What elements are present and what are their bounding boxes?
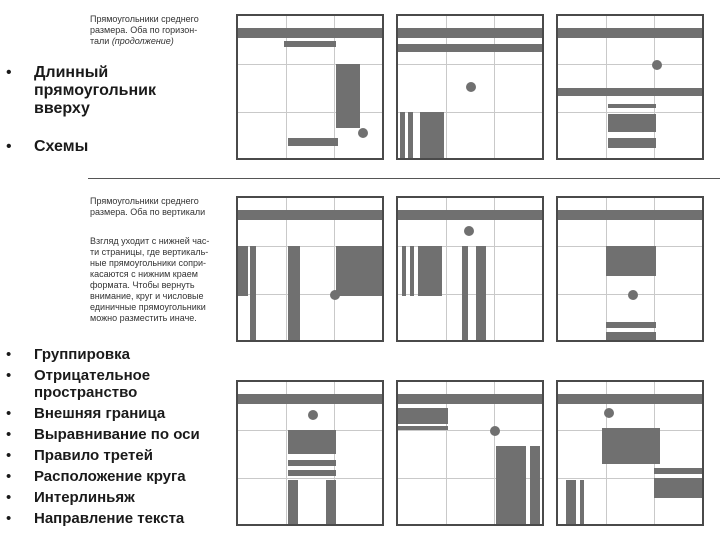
rectangle-shape [288, 480, 298, 526]
circle-shape [464, 226, 474, 236]
caption-line [90, 36, 230, 47]
bullet-item: • Выравнивание по оси [4, 426, 200, 443]
caption-line: Прямоугольники среднего [90, 196, 199, 206]
rectangle-shape [398, 426, 448, 430]
rectangle-shape [398, 44, 542, 52]
rectangle-shape [476, 246, 486, 342]
circle-shape [652, 60, 662, 70]
caption-line: Прямоугольники среднего [90, 14, 199, 24]
rectangle-shape [418, 246, 442, 296]
layout-thumbnail [556, 196, 704, 342]
rectangle-shape [558, 88, 702, 96]
guide-line [558, 112, 702, 113]
guide-line [238, 64, 382, 65]
circle-shape [628, 290, 638, 300]
bullet-item: • Длинный прямоугольник вверху [4, 64, 194, 118]
layout-thumbnail [396, 14, 544, 160]
para-line: формата. Чтобы вернуть [90, 280, 195, 290]
rectangle-shape [558, 210, 702, 220]
para-line: касаются с нижним краем [90, 269, 198, 279]
rectangle-shape [602, 428, 660, 464]
rectangle-shape [238, 394, 382, 404]
layout-thumbnail [236, 14, 384, 160]
bullet-item: • Интерлиньяж [4, 489, 200, 506]
rectangle-shape [284, 41, 336, 47]
guide-line [398, 64, 542, 65]
scan-caption-mid [90, 196, 230, 218]
bullet-item: • Правило третей [4, 447, 200, 464]
scan-paragraph [90, 236, 230, 324]
caption-line: размера. Оба по вертикали [90, 207, 206, 217]
rectangle-shape [654, 468, 704, 474]
rectangle-shape [336, 64, 360, 128]
rectangle-shape [250, 246, 256, 342]
rectangle-shape [608, 114, 656, 132]
layout-thumbnail [236, 196, 384, 342]
rectangle-shape [608, 138, 656, 148]
circle-shape [358, 128, 368, 138]
rectangle-shape [288, 470, 336, 476]
caption-text: тали [90, 36, 112, 46]
rectangle-shape [566, 480, 576, 526]
top-bullet-list [4, 64, 194, 176]
circle-shape [490, 426, 500, 436]
rectangle-shape [238, 246, 248, 296]
rectangle-shape [398, 394, 542, 404]
guide-line [398, 430, 542, 431]
rectangle-shape [326, 480, 336, 526]
layout-thumbnail [236, 380, 384, 526]
rectangle-shape [606, 332, 656, 342]
rectangle-shape [496, 446, 526, 526]
rectangle-shape [654, 478, 704, 498]
bullet-item: • Направление текста [4, 510, 200, 527]
caption-italic: (продолжение) [111, 36, 174, 46]
bullet-item: • Схемы [4, 138, 194, 156]
bullet-item: • Отрицательное пространство [4, 367, 174, 401]
guide-line [558, 64, 702, 65]
bullet-item: • Расположение круга [4, 468, 200, 485]
rectangle-shape [398, 210, 542, 220]
para-line: единичные прямоугольники [90, 302, 206, 312]
rectangle-shape [398, 28, 542, 38]
rectangle-shape [288, 430, 336, 454]
rectangle-shape [558, 394, 702, 404]
rectangle-shape [606, 246, 656, 276]
rectangle-shape [238, 210, 382, 220]
rectangle-shape [606, 322, 656, 328]
para-line: Взгляд уходит с нижней час- [90, 236, 210, 246]
guide-line [238, 478, 382, 479]
rectangle-shape [410, 246, 414, 296]
caption-line: размера. Оба по горизон- [90, 25, 198, 35]
para-line: ные прямоугольники сопри- [90, 258, 206, 268]
rectangle-shape [288, 246, 300, 342]
rectangle-shape [288, 138, 338, 146]
rectangle-shape [608, 104, 656, 108]
layout-thumbnail [556, 380, 704, 526]
rectangle-shape [288, 460, 336, 466]
circle-shape [604, 408, 614, 418]
layout-thumbnail [556, 14, 704, 160]
rectangle-shape [408, 112, 413, 160]
section-divider [88, 178, 720, 179]
circle-shape [330, 290, 340, 300]
rectangle-shape [398, 408, 448, 424]
rectangle-shape [336, 246, 384, 296]
rectangle-shape [530, 446, 540, 526]
para-line: ти страницы, где вертикаль- [90, 247, 209, 257]
rectangle-shape [558, 28, 702, 38]
guide-line [238, 112, 382, 113]
rectangle-shape [238, 28, 382, 38]
circle-shape [308, 410, 318, 420]
rectangle-shape [420, 112, 444, 160]
bullet-item: • Группировка [4, 346, 200, 363]
layout-thumbnail [396, 196, 544, 342]
para-line: внимание, круг и числовые [90, 291, 204, 301]
scan-caption-top [90, 14, 230, 47]
layout-thumbnail [396, 380, 544, 526]
para-line: можно разместить иначе. [90, 313, 197, 323]
rectangle-shape [580, 480, 584, 526]
bullet-item: • Внешняя граница [4, 405, 200, 422]
rectangle-shape [462, 246, 468, 342]
circle-shape [466, 82, 476, 92]
rectangle-shape [402, 246, 406, 296]
bottom-bullet-list [4, 346, 200, 531]
rectangle-shape [400, 112, 405, 160]
